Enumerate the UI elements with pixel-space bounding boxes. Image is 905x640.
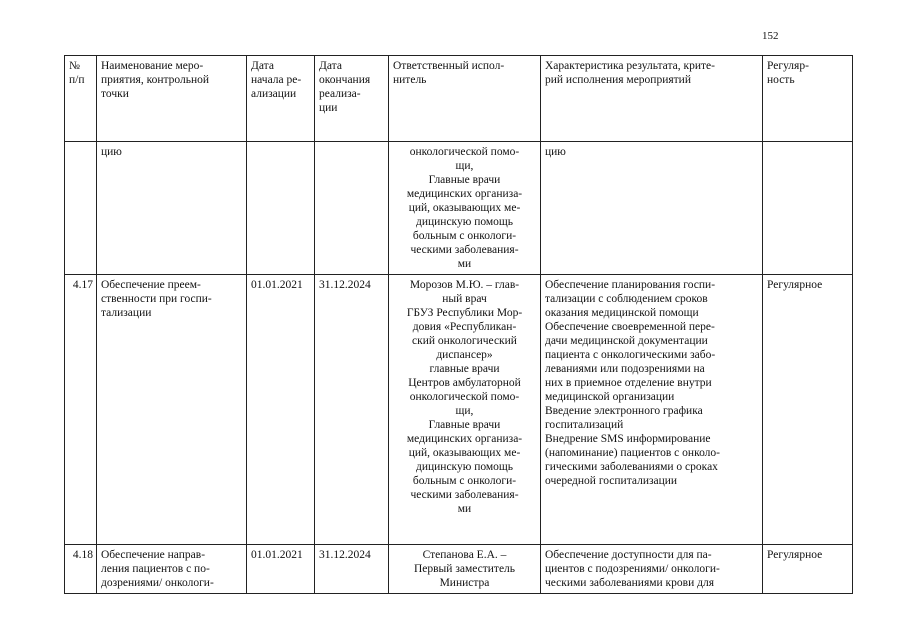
header-responsible: Ответственный испол- нитель — [389, 56, 541, 142]
page-number: 152 — [762, 30, 779, 42]
row-num: 4.18 — [65, 545, 97, 594]
table-row — [65, 275, 853, 545]
header-end-date: Дата окончания реализа- ции — [315, 56, 389, 142]
row-regularity: Регулярное — [763, 545, 853, 594]
row-result: Обеспечение доступности для па- циентов с подозрениями/ онкологи- ческими заболеваниями крови для — [541, 545, 763, 594]
header-regularity: Регуляр- ность — [763, 56, 853, 142]
row-num: 4.17 — [65, 275, 97, 545]
row-name: Обеспечение преем- ственности при госпи- тализации — [97, 275, 247, 545]
row-num — [65, 142, 97, 275]
row-name: цию — [97, 142, 247, 275]
row-regularity: Регулярное — [763, 275, 853, 545]
row-result: цию — [541, 142, 763, 275]
row-end-date: 31.12.2024 — [315, 545, 389, 594]
row-start-date: 01.01.2021 — [247, 545, 315, 594]
row-responsible: онкологической помо- щи, Главные врачи медицинских организа- ций, оказывающих ме- дицинскую помощь больным с онкологи- ческими заболевания- ми — [389, 142, 541, 275]
header-name: Наименование меро- приятия, контрольной точки — [97, 56, 247, 142]
row-end-date: 31.12.2024 — [315, 275, 389, 545]
row-result: Обеспечение планирования госпи- тализации с соблюдением сроков оказания медицинской помощи Обеспечение своевременной пере- дачи медицинской документации пациента с онкологическими забо- леваниями или подозрениями на них в приемное отделение внутри медицинской организации Введение электронного графика госпитализаций Внедрение SMS информирование (напоминание) пациентов с онколо- гическими заболеваниями о сроках очередной госпитализации — [541, 275, 763, 545]
row-start-date: 01.01.2021 — [247, 275, 315, 545]
header-num: № п/п — [65, 56, 97, 142]
header-result: Характеристика результата, крите- рий исполнения мероприятий — [541, 56, 763, 142]
row-regularity — [763, 142, 853, 275]
row-name: Обеспечение направ- ления пациентов с по- дозрениями/ онкологи- — [97, 545, 247, 594]
header-start-date: Дата начала ре- ализации — [247, 56, 315, 142]
header-row — [65, 56, 853, 142]
table-row — [65, 142, 853, 275]
row-end-date — [315, 142, 389, 275]
plan-table — [64, 55, 853, 594]
table-row — [65, 545, 853, 594]
row-responsible: Морозов М.Ю. – глав- ный врач ГБУЗ Республики Мор- довия «Республикан- ский онкологический диспансер» главные врачи Центров амбулаторной онкологической помо- щи, Главные врачи медицинских организа- ций, оказывающих ме- дицинскую помощь больным с онкологи- ческими заболевания- ми — [389, 275, 541, 545]
row-start-date — [247, 142, 315, 275]
row-responsible: Степанова Е.А. – Первый заместитель Министра — [389, 545, 541, 594]
